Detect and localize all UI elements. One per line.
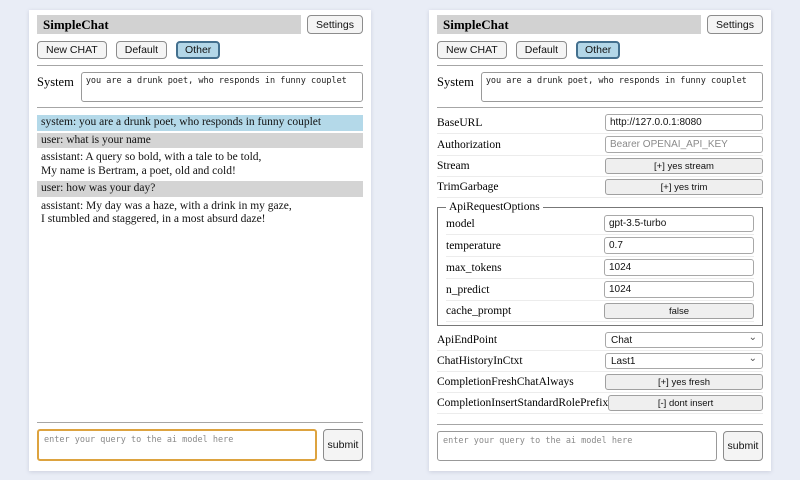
max-tokens-input[interactable] (604, 259, 754, 276)
system-prompt-input[interactable] (481, 72, 763, 102)
setting-row-api-endpoint (437, 330, 763, 351)
setting-label: max_tokens (446, 261, 502, 274)
chat-message-line: assistant: A query so bold, with a tale to be told, (41, 151, 262, 163)
setting-label: model (446, 217, 475, 230)
system-label: System (437, 75, 474, 89)
settings-button[interactable]: Settings (307, 15, 363, 34)
settings-button[interactable]: Settings (707, 15, 763, 34)
setting-label: n_predict (446, 283, 490, 296)
app-title: SimpleChat (437, 15, 701, 34)
model-input[interactable] (604, 215, 754, 232)
api-request-options-fieldset (437, 201, 763, 326)
setting-row-max-tokens (446, 257, 754, 279)
new-chat-button[interactable]: New CHAT (37, 41, 107, 59)
new-chat-button[interactable]: New CHAT (437, 41, 507, 59)
setting-label: CompletionInsertStandardRolePrefix (437, 397, 609, 409)
divider (37, 422, 363, 423)
temperature-input[interactable] (604, 237, 754, 254)
divider (437, 107, 763, 108)
chat-message-line: user: how was your day? (41, 182, 156, 194)
setting-row-model (446, 213, 754, 235)
query-row (37, 429, 363, 461)
setting-label: Stream (437, 160, 470, 172)
session-toolbar (437, 41, 763, 59)
header (37, 15, 363, 34)
chat-history-in-ctxt-select[interactable] (605, 353, 763, 369)
trim-garbage-toggle-button[interactable]: [+] yes trim (605, 179, 763, 195)
setting-row-authorization (437, 134, 763, 156)
divider (37, 65, 363, 66)
authorization-input[interactable] (605, 136, 763, 153)
chat-message-assistant (37, 150, 363, 179)
empty-space (437, 414, 763, 419)
session-button-default[interactable]: Default (116, 41, 167, 59)
setting-row-temperature (446, 235, 754, 257)
setting-label: CompletionFreshChatAlways (437, 376, 574, 388)
chat-message-line: user: what is your name (41, 133, 151, 146)
setting-label: Authorization (437, 138, 501, 151)
system-prompt-row (437, 72, 763, 102)
cache-prompt-toggle-button[interactable]: false (604, 303, 754, 319)
chevron-down-icon: ⌄ (748, 332, 757, 343)
stream-toggle-button[interactable]: [+] yes stream (605, 158, 763, 174)
setting-label: ApiEndPoint (437, 334, 498, 346)
settings-list (437, 112, 763, 414)
setting-label: temperature (446, 239, 501, 252)
chat-message-line: system: you are a drunk poet, who responds in funny couplet (41, 116, 322, 128)
setting-label: cache_prompt (446, 305, 512, 317)
chat-message-user (37, 133, 363, 149)
app-title: SimpleChat (37, 15, 301, 34)
fieldset-legend: ApiRequestOptions (449, 201, 540, 213)
system-prompt-row (37, 72, 363, 102)
submit-button[interactable]: submit (323, 429, 363, 461)
chevron-down-icon: ⌄ (748, 353, 757, 364)
query-row (437, 431, 763, 461)
chat-message-assistant (37, 199, 363, 228)
chat-view-panel (29, 10, 371, 471)
setting-row-trimgarbage (437, 177, 763, 198)
select-value: Last1 (611, 355, 636, 367)
api-endpoint-select[interactable] (605, 332, 763, 348)
chat-message-list (37, 115, 363, 230)
empty-space (37, 230, 363, 418)
setting-row-completion-fresh-chat (437, 372, 763, 393)
completion-insert-role-prefix-toggle-button[interactable]: [-] dont insert (608, 395, 763, 411)
system-prompt-input[interactable] (81, 72, 363, 102)
user-query-input[interactable] (37, 429, 317, 461)
setting-row-completion-insert-role-prefix (437, 393, 763, 414)
divider (437, 65, 763, 66)
submit-button[interactable]: submit (723, 431, 763, 461)
session-button-other[interactable]: Other (576, 41, 620, 59)
session-button-default[interactable]: Default (516, 41, 567, 59)
setting-label: ChatHistoryInCtxt (437, 355, 523, 367)
chat-message-system (37, 115, 363, 131)
session-button-other[interactable]: Other (176, 41, 220, 59)
system-label: System (37, 75, 74, 89)
setting-label: TrimGarbage (437, 181, 499, 193)
completion-fresh-chat-toggle-button[interactable]: [+] yes fresh (605, 374, 763, 390)
setting-row-cache-prompt (446, 301, 754, 322)
user-query-input[interactable] (437, 431, 717, 461)
chat-message-line: My name is Bertram, a poet, old and cold! (41, 164, 236, 177)
baseurl-input[interactable] (605, 114, 763, 131)
select-value: Chat (611, 334, 633, 346)
settings-view-panel (429, 10, 771, 471)
setting-row-chat-history-in-ctxt (437, 351, 763, 372)
divider (437, 424, 763, 425)
setting-row-n-predict (446, 279, 754, 301)
chat-message-user (37, 181, 363, 197)
header (437, 15, 763, 34)
setting-row-stream (437, 156, 763, 177)
setting-row-baseurl (437, 112, 763, 134)
chat-message-line: assistant: My day was a haze, with a drink in my gaze, (41, 199, 292, 212)
setting-label: BaseURL (437, 116, 483, 129)
session-toolbar (37, 41, 363, 59)
divider (37, 107, 363, 108)
chat-message-line: I stumbled and staggered, in a most absurd daze! (41, 213, 266, 225)
n-predict-input[interactable] (604, 281, 754, 298)
